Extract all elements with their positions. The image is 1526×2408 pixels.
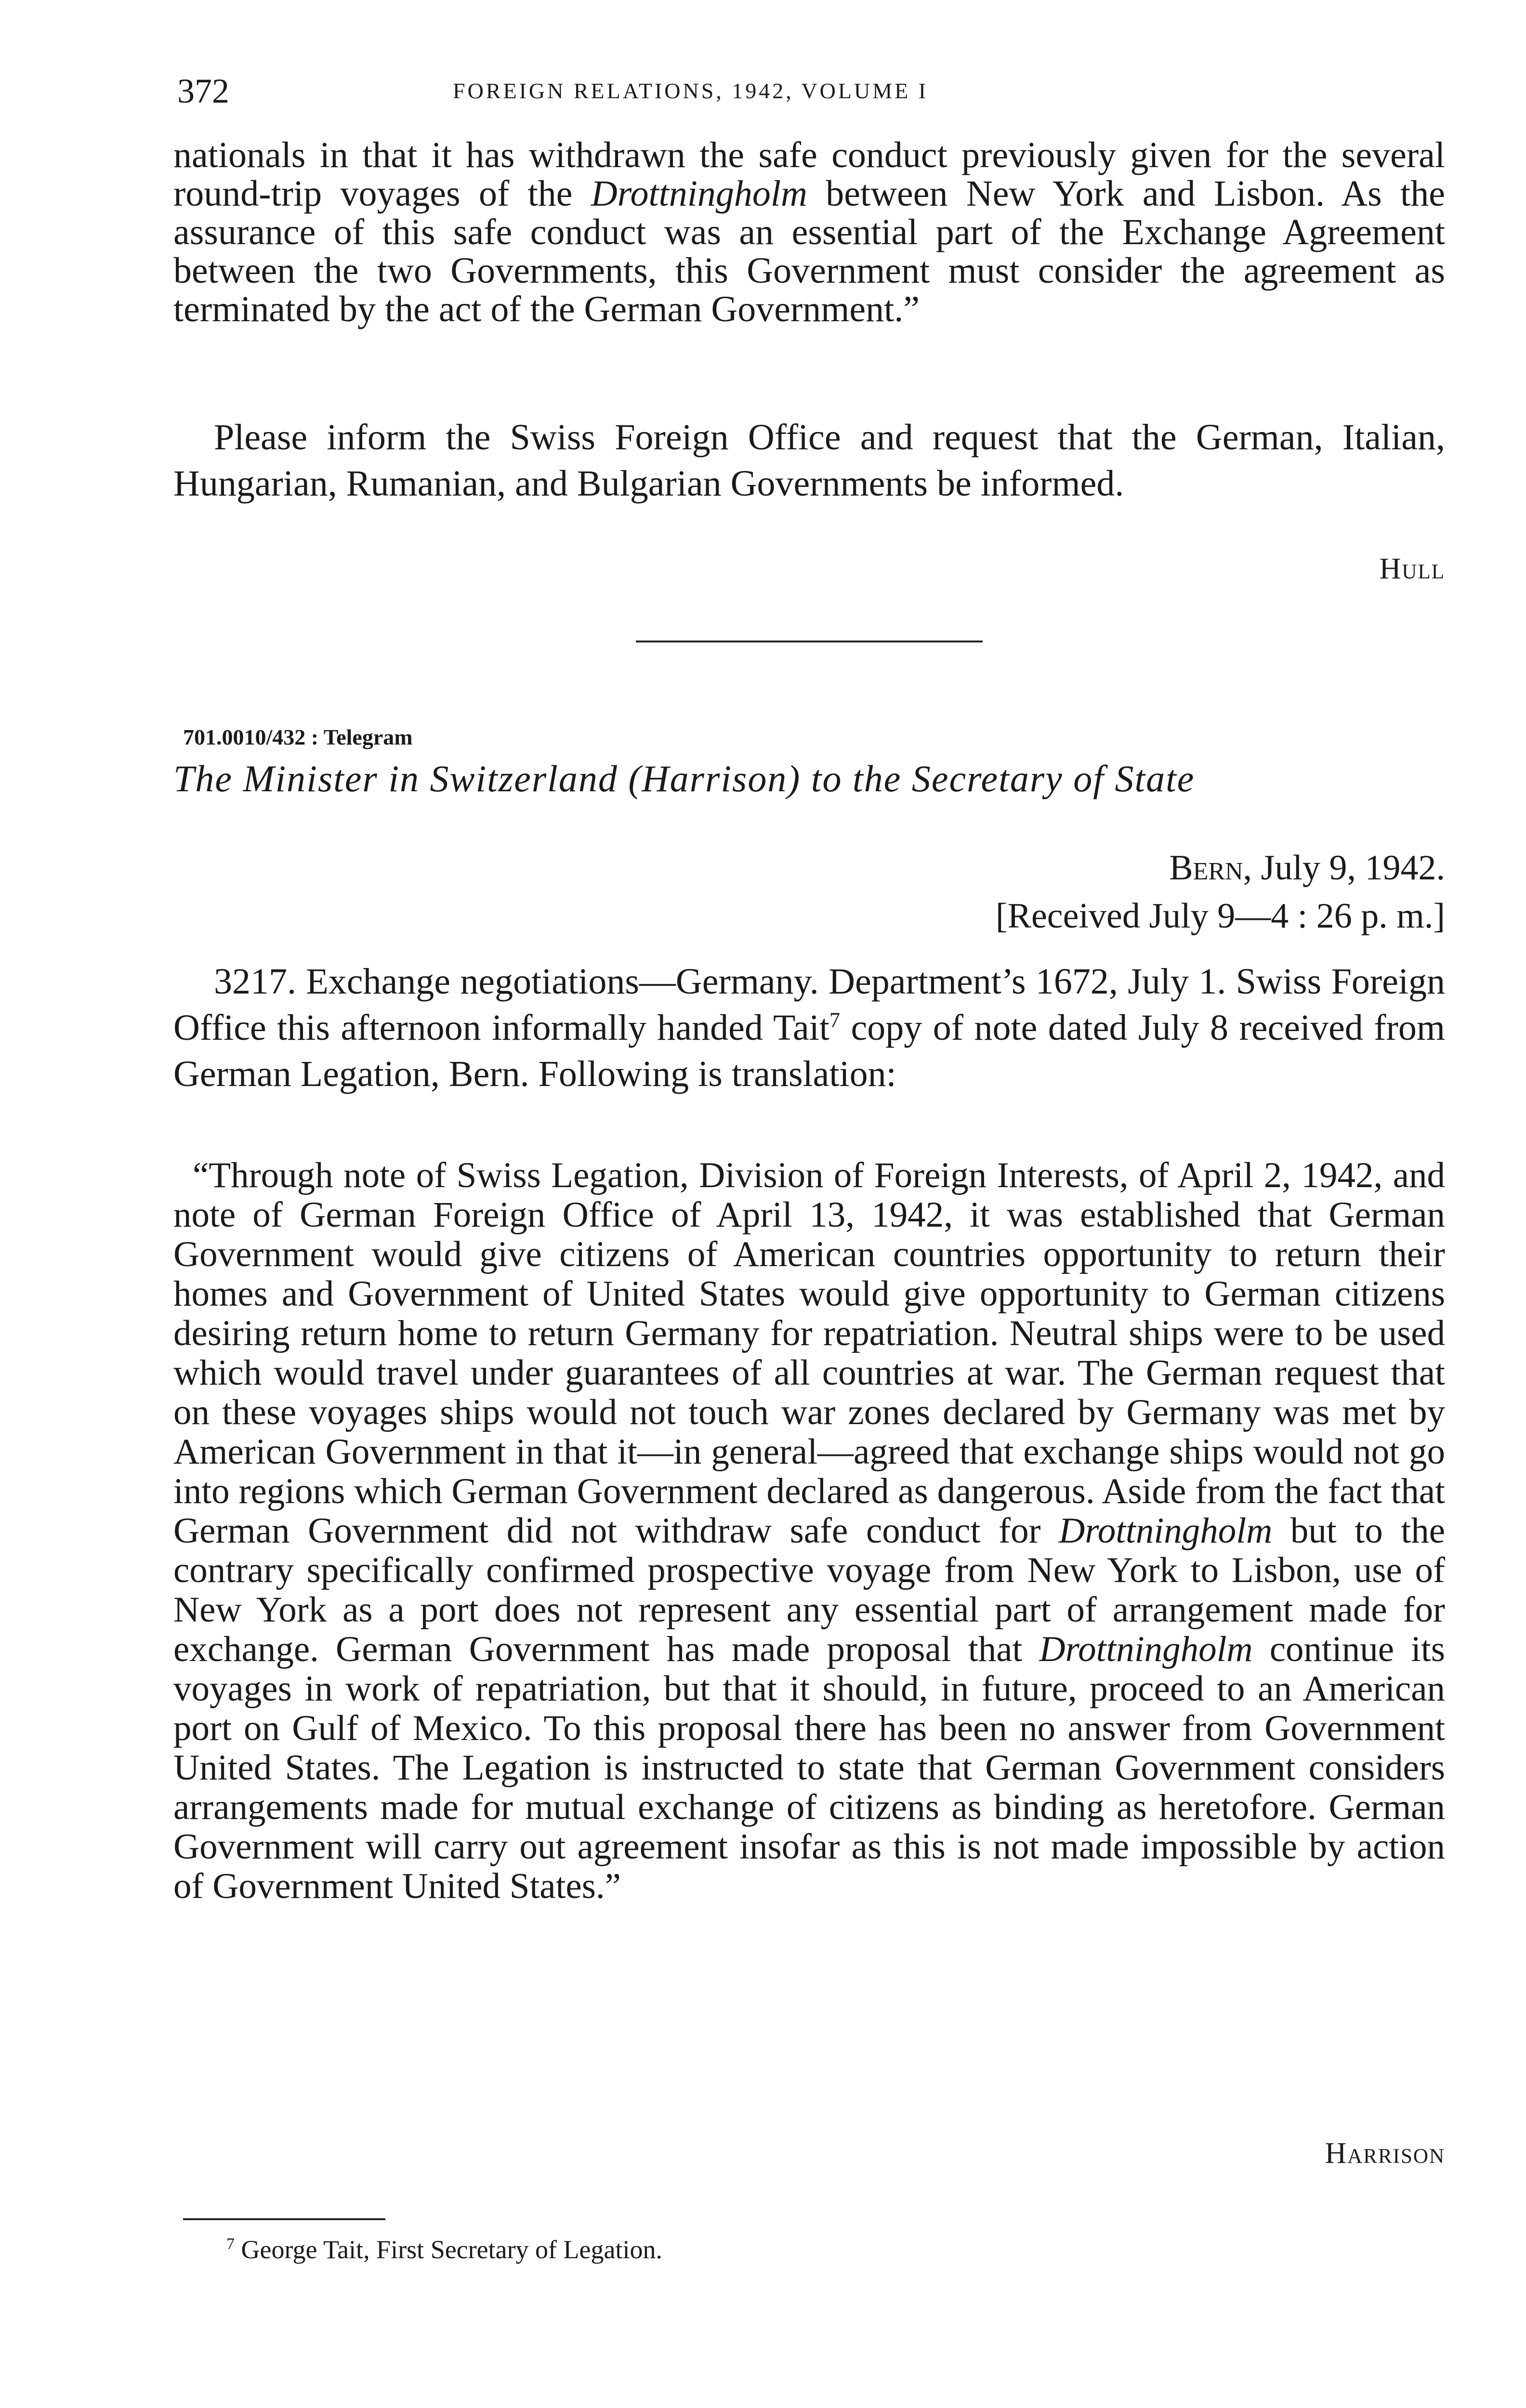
body-text-b: copy of note dated July 8 received from German Legation, Bern. Following is translation: (173, 1008, 1445, 1094)
page-header (173, 71, 1445, 124)
document-heading: The Minister in Switzerland (Harrison) to the Secretary of State (173, 758, 1195, 799)
dateline-date: , July 9, 1942. (1243, 848, 1445, 888)
body-text-a: 3217. Exchange negotiations—Germany. Department’s 1672, July 1. Swiss Foreign Office this afternoon informally handed Tait (173, 961, 1445, 1048)
instruction-paragraph: Please inform the Swiss Foreign Office and request that the German, Italian, Hungarian, Rumanian, and Bulgarian Governments be informed. (173, 417, 1445, 504)
footnote (226, 2235, 662, 2264)
signature-hull: Hull (1379, 552, 1445, 585)
body-paragraph (173, 958, 1445, 1097)
signature-harrison: Harrison (1325, 2137, 1445, 2170)
quote-text-b: but to the contrary specifically confirmed prospective voyage from New York to Lisbon, use of New York as a port does not represent any essential part of arrangement made for exchange. German Government has made proposal that (173, 1511, 1445, 1669)
footnote-rule (183, 2218, 385, 2220)
dateline (1169, 848, 1445, 889)
ship-name: Drottningholm (1039, 1629, 1253, 1669)
top-paragraph-text-a: nationals in that it has withdrawn the safe conduct previously given for the several round-trip voyages of the (173, 135, 1445, 214)
footnote-marker: 7 (829, 1008, 841, 1032)
quote-text-c: continue its voyages in work of repatriation, but that it should, in future, proceed to an American port on Gulf of Mexico. To this proposal there has been no answer from Government United States. The Legation is instructed to state that German Government considers arrangements made for mutual exchange of citizens as binding as heretofore. German Government will carry out agreement insofar as this is not made impossible by action of Government United States.” (173, 1629, 1445, 1906)
running-title: FOREIGN RELATIONS, 1942, VOLUME I (453, 79, 929, 103)
quote-text-a: “Through note of Swiss Legation, Division of Foreign Interests, of April 2, 1942, and note of German Foreign Office of April 13, 1942, it was established that German Government would give citizens of American countries opportunity to return their homes and Government of United States would give opportunity to German citizens desiring return home to return Germany for repatriation. Neutral ships were to be used which would travel under guarantees of all countries at war. The German request that on these voyages ships would not touch war zones declared by Germany was met by American Government in that it—in general—agreed that exchange ships would not go into regions which German Government declared as dangerous. Aside from the fact that German Government did not withdraw safe conduct for (173, 1155, 1445, 1551)
quotation-paragraph (173, 1156, 1445, 1906)
dateline-place: Bern (1169, 848, 1243, 888)
footnote-text: George Tait, First Secretary of Legation. (235, 2235, 662, 2264)
file-reference: 701.0010/432 : Telegram (183, 725, 413, 749)
received-line: [Received July 9—4 : 26 p. m.] (995, 896, 1445, 936)
footnote-number: 7 (226, 2235, 235, 2253)
top-paragraph-text-b: between New York and Lisbon. As the assurance of this safe conduct was an essential part of the Exchange Agreement between the two Governments, this Government must consider the agreement as terminated by the act of the German Government.” (173, 173, 1445, 329)
ship-name: Drottningholm (591, 173, 807, 214)
section-divider (636, 641, 983, 642)
ship-name: Drottningholm (1059, 1511, 1273, 1551)
page-number: 372 (177, 72, 229, 110)
top-paragraph (173, 136, 1445, 328)
